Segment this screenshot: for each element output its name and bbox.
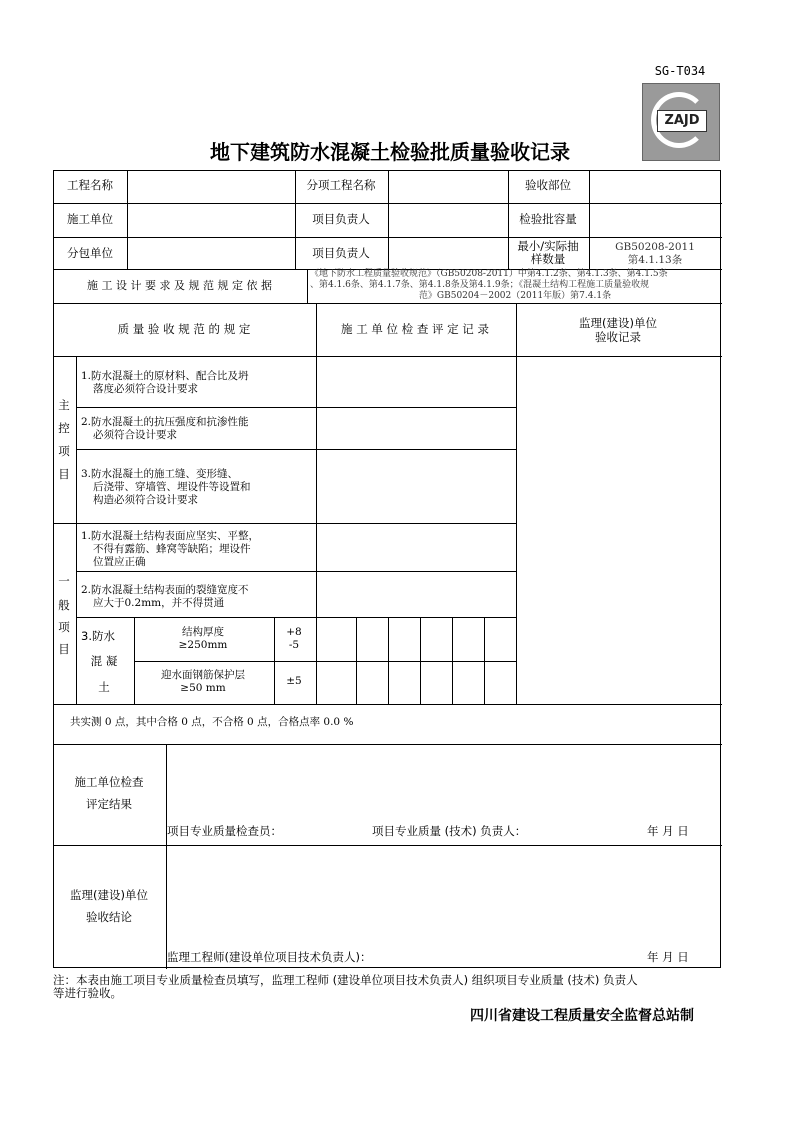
- note: [53, 974, 638, 1000]
- construction-result-label-2: 评定结果: [86, 797, 132, 811]
- main-item-2-line-1: 2.防水混凝土的抗压强度和抗渗性能: [81, 416, 249, 428]
- supervision-header-1: 监理(建设)单位: [579, 316, 657, 330]
- sample-label-line2: 样数量: [530, 252, 566, 266]
- sub-item-2-tol: ±5: [286, 675, 302, 687]
- sub-item-1-spec: ≥250mm: [178, 639, 228, 651]
- construction-result-label-1: 施工单位检查: [74, 775, 144, 789]
- quality-inspector-label: 项目专业质量检查员：: [167, 824, 282, 838]
- sub-item-2-name: 迎水面钢筋保护层: [161, 669, 245, 681]
- general-item-2-line-1: 2.防水混凝土结构表面的裂缝宽度不: [81, 584, 249, 596]
- basis-line-1: 《地下防水工程质量验收规范》（GB50208-2011）中第4.1.2条、第4.1.3条、第4.1.5条: [310, 269, 668, 279]
- supervision-header-2: 验收记录: [595, 330, 641, 344]
- project-name-label: 工程名称: [67, 178, 113, 192]
- supervision-date: 年 月 日: [647, 950, 689, 964]
- general-item-3-line-3: 土: [98, 680, 110, 694]
- sub-item-1-name: 结构厚度: [182, 626, 224, 638]
- basis-line-3: 范》GB50204－2002（2011年版）第7.4.1条: [418, 291, 612, 301]
- quality-tech-lead-label: 项目专业质量 (技术) 负责人：: [372, 824, 527, 838]
- main-item-1-line-1: 1.防水混凝土的原材料、配合比及坍: [81, 370, 249, 382]
- general-item-2-line-2: 应大于0.2mm，并不得贯通: [93, 597, 225, 609]
- standard-clause: 第4.1.13条: [627, 254, 683, 266]
- summary-text: 共实测 0 点，其中合格 0 点，不合格 0 点，合格点率 0.0 %: [70, 716, 354, 728]
- general-item-3-line-1: 3.防水: [81, 629, 115, 643]
- main-item-1-line-2: 落度必须符合设计要求: [93, 383, 198, 395]
- project-manager-label: 项目负责人: [312, 212, 370, 226]
- sample-label-line1: 最小/实际抽: [517, 239, 579, 253]
- main-item-2-line-2: 必须符合设计要求: [93, 429, 177, 441]
- construction-date: 年 月 日: [647, 824, 689, 838]
- zajd-logo-icon: [642, 83, 720, 161]
- issuer-footer: 四川省建设工程质量安全监督总站制: [470, 1008, 694, 1024]
- page-title: 地下建筑防水混凝土检验批质量验收记录: [210, 140, 570, 164]
- main-control-char-3: 项: [58, 444, 70, 458]
- subcontractor-label: 分包单位: [67, 246, 113, 260]
- main-item-3-line-2: 后浇带、穿墙管、埋设件等设置和: [93, 481, 251, 493]
- general-item-1-line-1: 1.防水混凝土结构表面应坚实、平整，: [81, 530, 260, 542]
- general-char-3: 项: [58, 620, 70, 634]
- supervision-result-label-2: 验收结论: [86, 910, 132, 924]
- spec-column-header: 质 量 验 收 规 范 的 规 定: [117, 322, 251, 336]
- basis-line-2: 、第4.1.6条、第4.1.7条、第4.1.8条及第4.1.9条；《混凝土结构工程施工质量验收规: [310, 280, 650, 290]
- standard-code: GB50208-2011: [615, 241, 695, 253]
- logo-text: ZAJD: [657, 110, 707, 132]
- construction-check-header: 施 工 单 位 检 查 评 定 记 录: [341, 322, 489, 336]
- note-line-1: 注：本表由施工项目专业质量检查员填写，监理工程师 (建设单位项目技术负责人) 组织项目专业质量 (技术) 负责人: [53, 973, 638, 987]
- main-control-char-4: 目: [58, 467, 70, 481]
- construction-unit-label: 施工单位: [67, 212, 113, 226]
- main-control-char-1: 主: [58, 398, 70, 412]
- general-item-1-line-2: 不得有露筋、蜂窝等缺陷；埋设件: [93, 543, 251, 555]
- project-manager-label-2: 项目负责人: [312, 246, 370, 260]
- main-item-3-line-1: 3.防水混凝土的施工缝、变形缝、: [81, 468, 239, 480]
- sub-item-1-tol-2: -5: [288, 639, 300, 651]
- main-item-3-line-3: 构造必须符合设计要求: [93, 494, 198, 506]
- general-item-3-line-2: 混 凝: [90, 654, 118, 668]
- supervising-engineer-label: 监理工程师(建设单位项目技术负责人)：: [167, 950, 372, 964]
- general-item-1-line-3: 位置应正确: [93, 556, 146, 568]
- sub-item-2-spec: ≥50 mm: [180, 682, 226, 694]
- form-code: SG-T034: [654, 64, 706, 78]
- sub-item-1-tol-1: +8: [286, 626, 302, 638]
- main-control-char-2: 控: [58, 421, 70, 435]
- note-line-2: 等进行验收。: [53, 986, 122, 1000]
- acceptance-part-label: 验收部位: [525, 178, 571, 192]
- batch-capacity-label: 检验批容量: [519, 212, 577, 226]
- sub-project-label: 分项工程名称: [306, 178, 376, 192]
- general-char-2: 般: [58, 598, 70, 612]
- basis-label: 施 工 设 计 要 求 及 规 范 规 定 依 据: [87, 279, 272, 292]
- supervision-result-label-1: 监理(建设)单位: [70, 888, 148, 902]
- general-char-4: 目: [58, 642, 70, 656]
- general-char-1: 一: [58, 574, 70, 588]
